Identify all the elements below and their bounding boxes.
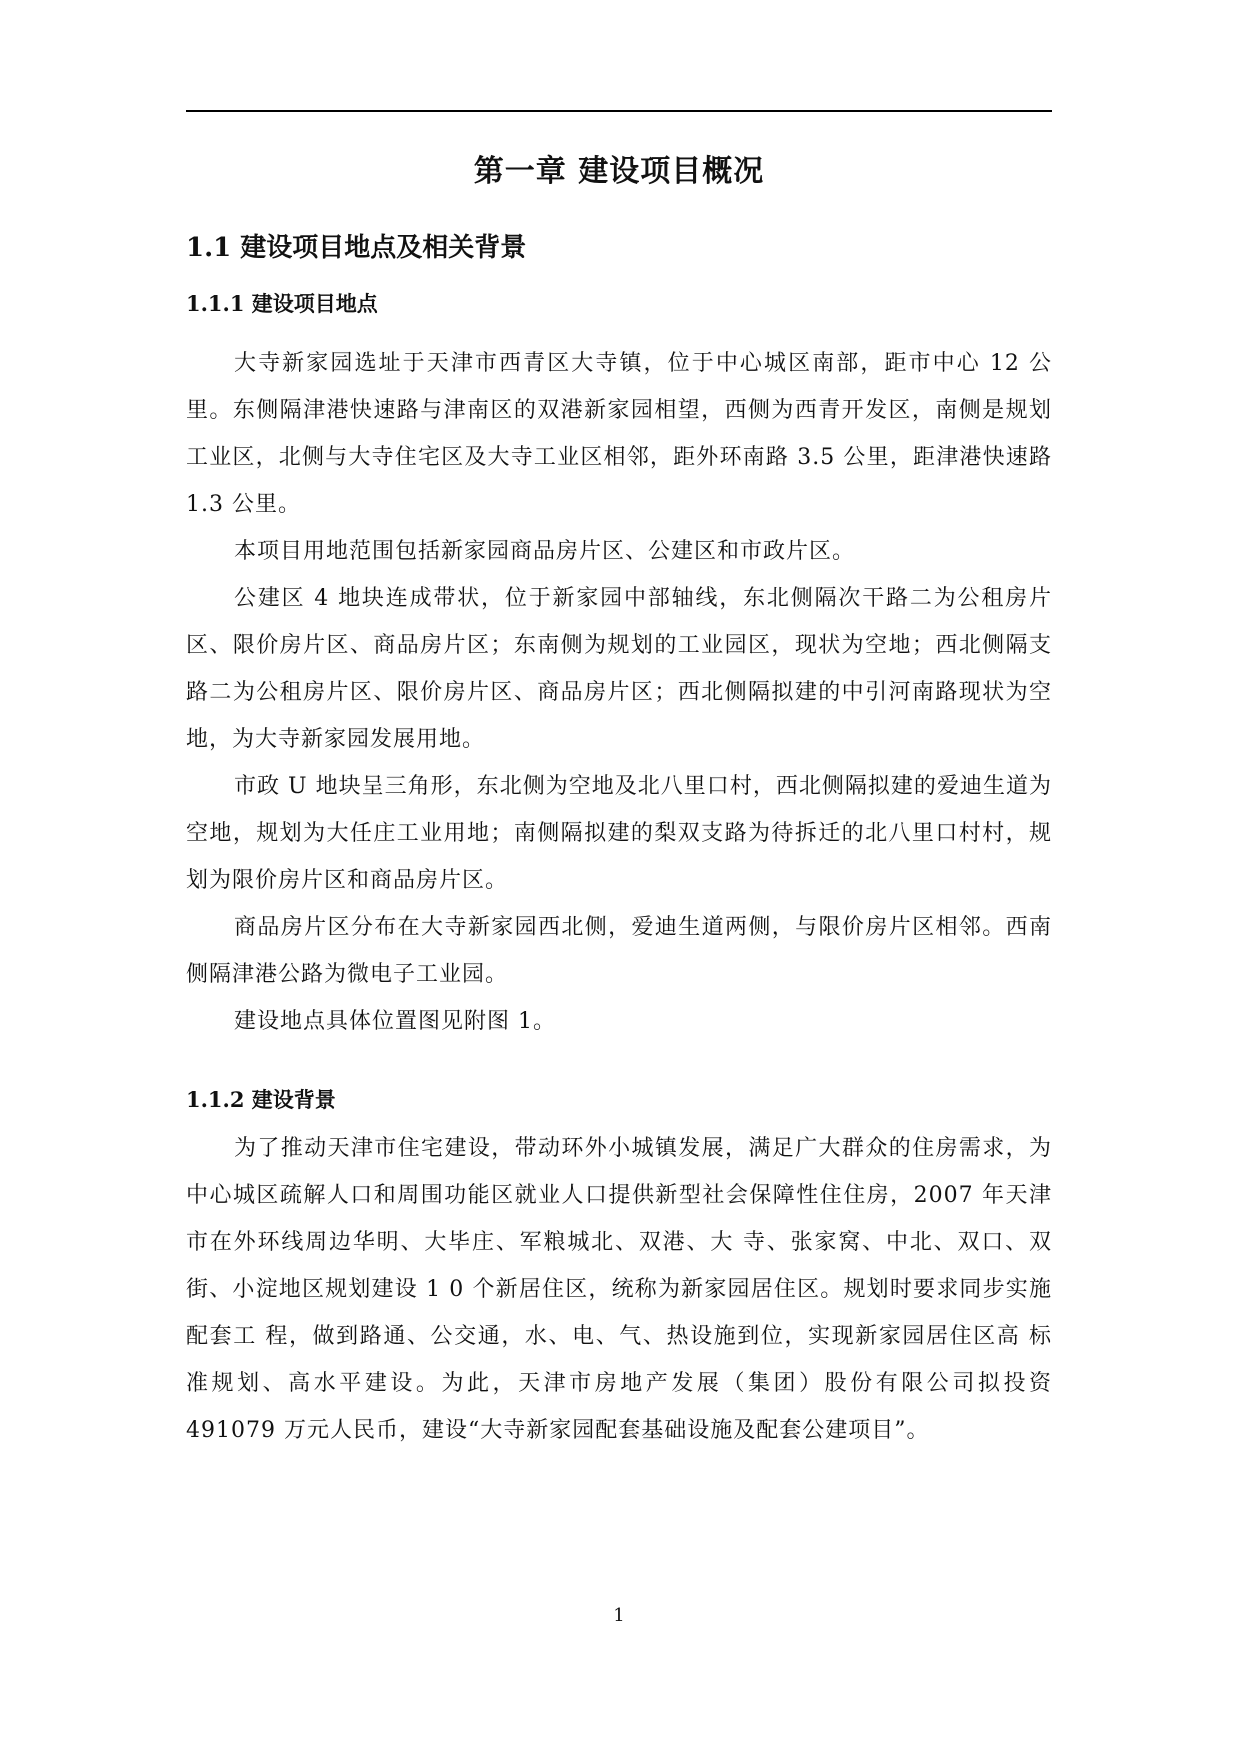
paragraph: 市政 U 地块呈三角形，东北侧为空地及北八里口村，西北侧隔拟建的爱迪生道为空地，规划为大任庄工业用地；南侧隔拟建的梨双支路为待拆迁的北八里口村村，规划为限价房片区和商品房片区。 xyxy=(186,774,1052,893)
subsection-title-background: 1.1.2 建设背景 xyxy=(186,1087,336,1112)
paragraph: 大寺新家园选址于天津市西青区大寺镇，位于中心城区南部，距市中心 12 公里。东侧隔津港快速路与津南区的双港新家园相望，西侧为西青开发区，南侧是规划工业区，北侧与大寺住宅区及大寺工业区相邻，距外环南路 3.5 公里，距津港快速路 1.3 公里。 xyxy=(186,351,1052,517)
page-number: 1 xyxy=(613,1605,625,1626)
location-body xyxy=(186,340,1052,1045)
header-rule xyxy=(186,110,1052,112)
chapter-title: 第一章 建设项目概况 xyxy=(473,154,765,189)
paragraph: 商品房片区分布在大寺新家园西北侧，爱迪生道两侧，与限价房片区相邻。西南侧隔津港公路为微电子工业园。 xyxy=(186,915,1052,987)
paragraph: 本项目用地范围包括新家园商品房片区、公建区和市政片区。 xyxy=(234,539,856,564)
paragraph: 建设地点具体位置图见附图 1。 xyxy=(234,1009,556,1034)
subsection-title-location: 1.1.1 建设项目地点 xyxy=(186,291,378,316)
paragraph: 公建区 4 地块连成带状，位于新家园中部轴线，东北侧隔次干路二为公租房片区、限价房片区、商品房片区；东南侧为规划的工业园区，现状为空地；西北侧隔支路二为公租房片区、限价房片区、商品房片区；西北侧隔拟建的中引河南路现状为空地，为大寺新家园发展用地。 xyxy=(186,586,1052,752)
paragraph: 为了推动天津市住宅建设，带动环外小城镇发展，满足广大群众的住房需求，为中心城区疏解人口和周围功能区就业人口提供新型社会保障性住住房，2007 年天津市在外环线周边华明、大毕庄、军粮城北、双港、大 寺、张家窝、中北、双口、双街、小淀地区规划建设 1 0 个新居住区，统称为新家园居住区。规划时要求同步实施配套工 程，做到路通、公交通，水、电、气、热设施到位，实现新家园居住区高 标准规划、高水平建设。为此，天津市房地产发展（集团）股份有限公司拟投资 491079 万元人民币，建设“大寺新家园配套基础设施及配套公建项目”。 xyxy=(186,1136,1052,1443)
section-title: 1.1 建设项目地点及相关背景 xyxy=(186,233,527,263)
background-body xyxy=(186,1125,1052,1454)
